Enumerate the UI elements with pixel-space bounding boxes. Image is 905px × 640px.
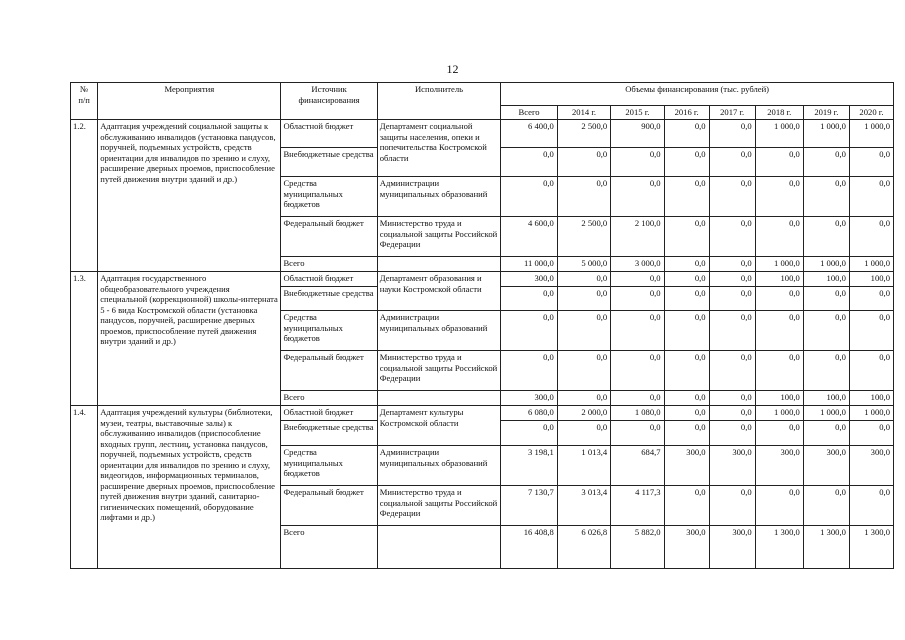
source-cell: Средства муниципальных бюджетов [281, 446, 377, 486]
source-cell: Федеральный бюджет [281, 351, 377, 391]
value-cell: 300,0 [849, 446, 893, 486]
value-cell: 0,0 [803, 148, 849, 177]
value-cell: 11 000,0 [501, 257, 558, 272]
activity-cell: Адаптация государственного общеобразовательного учреждения специальной (коррекционной) школы-интерната 5 - 6 вида Костромской области (установка пандусов, поручней, расширение дверных проемов, приспособление путей движения внутри зданий и др.) [98, 272, 281, 406]
value-cell: 1 300,0 [755, 526, 803, 569]
header-executor: Исполнитель [377, 83, 501, 120]
value-cell: 100,0 [803, 391, 849, 406]
value-cell: 100,0 [803, 272, 849, 287]
value-cell: 0,0 [803, 311, 849, 351]
source-cell: Внебюджетные средства [281, 421, 377, 446]
value-cell: 0,0 [664, 272, 709, 287]
value-cell: 0,0 [803, 177, 849, 217]
executor-cell: Департамент культуры Костромской области [377, 406, 501, 446]
value-cell: 0,0 [849, 148, 893, 177]
value-cell: 0,0 [709, 406, 755, 421]
header-source: Источник финансирования [281, 83, 377, 120]
value-cell: 0,0 [664, 486, 709, 526]
table-row [71, 272, 894, 287]
value-cell: 6 026,8 [557, 526, 610, 569]
value-cell: 0,0 [709, 177, 755, 217]
value-cell: 1 080,0 [611, 406, 664, 421]
value-cell: 0,0 [849, 217, 893, 257]
row-number: 1.2. [71, 120, 98, 272]
value-cell: 0,0 [664, 257, 709, 272]
value-cell: 0,0 [664, 177, 709, 217]
value-cell: 0,0 [611, 177, 664, 217]
source-cell: Областной бюджет [281, 272, 377, 287]
value-cell: 0,0 [557, 148, 610, 177]
value-cell: 2 100,0 [611, 217, 664, 257]
value-cell: 0,0 [709, 257, 755, 272]
value-cell: 1 000,0 [803, 406, 849, 421]
header-year-2016: 2016 г. [664, 106, 709, 120]
value-cell: 0,0 [611, 391, 664, 406]
header-year-2020: 2020 г. [849, 106, 893, 120]
source-cell: Федеральный бюджет [281, 486, 377, 526]
value-cell: 0,0 [709, 421, 755, 446]
value-cell: 1 000,0 [755, 120, 803, 148]
value-cell: 300,0 [709, 526, 755, 569]
source-cell: Областной бюджет [281, 120, 377, 148]
value-cell: 3 198,1 [501, 446, 558, 486]
header-year-2017: 2017 г. [709, 106, 755, 120]
value-cell: 0,0 [557, 421, 610, 446]
value-cell: 0,0 [611, 421, 664, 446]
executor-cell [377, 257, 501, 272]
value-cell: 0,0 [557, 351, 610, 391]
activity-cell: Адаптация учреждений социальной защиты к обслуживанию инвалидов (установка пандусов, поручней, подъемных устройств, средств ориентации для инвалидов по зрению и слуху, расширение дверных проемов, приспособление путей движения внутри зданий и др.) [98, 120, 281, 272]
value-cell: 1 000,0 [803, 120, 849, 148]
value-cell: 0,0 [803, 421, 849, 446]
executor-cell: Министерство труда и социальной защиты Российской Федерации [377, 486, 501, 526]
activity-cell: Адаптация учреждений культуры (библиотеки, музеи, театры, выставочные залы) к обслуживанию инвалидов (приспособление входных групп, лестниц, установка пандусов, поручней, подъемных устройств, средств ориентации для инвалидов по зрению и слуху, видеогидов, информационных терминалов, расширение дверных проемов, приспособление путей движения внутри зданий, санитарно-гигиенических помещений, оборудование лифтами и др.) [98, 406, 281, 569]
value-cell: 1 013,4 [557, 446, 610, 486]
value-cell: 4 117,3 [611, 486, 664, 526]
header-year-2015: 2015 г. [611, 106, 664, 120]
value-cell: 0,0 [664, 391, 709, 406]
value-cell: 100,0 [755, 391, 803, 406]
value-cell: 0,0 [849, 351, 893, 391]
value-cell: 100,0 [849, 391, 893, 406]
executor-cell: Администрации муниципальных образований [377, 446, 501, 486]
source-cell: Федеральный бюджет [281, 217, 377, 257]
value-cell: 2 500,0 [557, 217, 610, 257]
value-cell: 0,0 [611, 272, 664, 287]
value-cell: 0,0 [501, 311, 558, 351]
header-year-2018: 2018 г. [755, 106, 803, 120]
source-cell: Всего [281, 391, 377, 406]
executor-cell: Администрации муниципальных образований [377, 311, 501, 351]
value-cell: 2 000,0 [557, 406, 610, 421]
value-cell: 0,0 [803, 351, 849, 391]
value-cell: 0,0 [664, 351, 709, 391]
value-cell: 100,0 [755, 272, 803, 287]
value-cell: 0,0 [557, 272, 610, 287]
value-cell: 3 000,0 [611, 257, 664, 272]
header-year-total: Всего [501, 106, 558, 120]
page-number: 12 [446, 62, 459, 76]
value-cell: 0,0 [709, 120, 755, 148]
value-cell: 7 130,7 [501, 486, 558, 526]
value-cell: 1 000,0 [849, 406, 893, 421]
value-cell: 0,0 [755, 148, 803, 177]
value-cell: 0,0 [501, 351, 558, 391]
source-cell: Областной бюджет [281, 406, 377, 421]
table-row [71, 406, 894, 421]
value-cell: 1 000,0 [849, 257, 893, 272]
header-num: № п/п [71, 83, 98, 120]
value-cell: 0,0 [664, 148, 709, 177]
value-cell: 0,0 [664, 406, 709, 421]
value-cell: 100,0 [849, 272, 893, 287]
value-cell: 3 013,4 [557, 486, 610, 526]
value-cell: 0,0 [557, 311, 610, 351]
source-cell: Всего [281, 526, 377, 569]
value-cell: 0,0 [501, 421, 558, 446]
value-cell: 0,0 [849, 177, 893, 217]
value-cell: 5 000,0 [557, 257, 610, 272]
value-cell: 0,0 [557, 287, 610, 311]
value-cell: 0,0 [803, 287, 849, 311]
value-cell: 1 000,0 [755, 257, 803, 272]
value-cell: 300,0 [664, 526, 709, 569]
value-cell: 0,0 [849, 311, 893, 351]
source-cell: Всего [281, 257, 377, 272]
source-cell: Средства муниципальных бюджетов [281, 311, 377, 351]
value-cell: 0,0 [755, 311, 803, 351]
value-cell: 0,0 [501, 148, 558, 177]
value-cell: 0,0 [709, 148, 755, 177]
value-cell: 0,0 [803, 486, 849, 526]
source-cell: Внебюджетные средства [281, 287, 377, 311]
value-cell: 0,0 [755, 421, 803, 446]
value-cell: 16 408,8 [501, 526, 558, 569]
value-cell: 0,0 [709, 311, 755, 351]
value-cell: 300,0 [709, 446, 755, 486]
header-year-2014: 2014 г. [557, 106, 610, 120]
value-cell: 300,0 [664, 446, 709, 486]
row-number: 1.3. [71, 272, 98, 406]
header-activities: Мероприятия [98, 83, 281, 120]
value-cell: 684,7 [611, 446, 664, 486]
value-cell: 0,0 [501, 177, 558, 217]
value-cell: 0,0 [709, 351, 755, 391]
executor-cell [377, 391, 501, 406]
value-cell: 0,0 [849, 486, 893, 526]
value-cell: 300,0 [803, 446, 849, 486]
value-cell: 900,0 [611, 120, 664, 148]
header-row [71, 83, 894, 106]
value-cell: 2 500,0 [557, 120, 610, 148]
executor-cell: Министерство труда и социальной защиты Российской Федерации [377, 217, 501, 257]
value-cell: 0,0 [664, 217, 709, 257]
value-cell: 0,0 [709, 287, 755, 311]
value-cell: 0,0 [755, 351, 803, 391]
row-number: 1.4. [71, 406, 98, 569]
value-cell: 0,0 [611, 148, 664, 177]
value-cell: 0,0 [501, 287, 558, 311]
value-cell: 0,0 [755, 177, 803, 217]
value-cell: 4 600,0 [501, 217, 558, 257]
value-cell: 0,0 [709, 486, 755, 526]
financing-table [70, 82, 894, 569]
value-cell: 0,0 [755, 486, 803, 526]
value-cell: 0,0 [664, 421, 709, 446]
header-year-2019: 2019 г. [803, 106, 849, 120]
value-cell: 0,0 [664, 311, 709, 351]
value-cell: 0,0 [755, 217, 803, 257]
value-cell: 0,0 [611, 311, 664, 351]
source-cell: Средства муниципальных бюджетов [281, 177, 377, 217]
value-cell: 1 300,0 [803, 526, 849, 569]
value-cell: 0,0 [709, 391, 755, 406]
executor-cell: Департамент образования и науки Костромской области [377, 272, 501, 311]
table-row [71, 120, 894, 148]
value-cell: 300,0 [501, 391, 558, 406]
value-cell: 1 000,0 [803, 257, 849, 272]
value-cell: 6 080,0 [501, 406, 558, 421]
value-cell: 0,0 [557, 177, 610, 217]
value-cell: 0,0 [709, 272, 755, 287]
value-cell: 1 300,0 [849, 526, 893, 569]
executor-cell: Министерство труда и социальной защиты Российской Федерации [377, 351, 501, 391]
value-cell: 0,0 [664, 120, 709, 148]
value-cell: 0,0 [849, 287, 893, 311]
value-cell: 5 882,0 [611, 526, 664, 569]
executor-cell: Администрации муниципальных образований [377, 177, 501, 217]
executor-cell [377, 526, 501, 569]
value-cell: 0,0 [849, 421, 893, 446]
value-cell: 0,0 [664, 287, 709, 311]
value-cell: 300,0 [501, 272, 558, 287]
value-cell: 0,0 [709, 217, 755, 257]
source-cell: Внебюджетные средства [281, 148, 377, 177]
value-cell: 0,0 [611, 287, 664, 311]
table-body [71, 83, 894, 569]
value-cell: 0,0 [557, 391, 610, 406]
value-cell: 0,0 [803, 217, 849, 257]
header-funding: Объемы финансирования (тыс. рублей) [501, 83, 894, 106]
executor-cell: Департамент социальной защиты населения, опеки и попечительства Костромской области [377, 120, 501, 177]
value-cell: 1 000,0 [755, 406, 803, 421]
value-cell: 6 400,0 [501, 120, 558, 148]
value-cell: 300,0 [755, 446, 803, 486]
value-cell: 0,0 [611, 351, 664, 391]
value-cell: 1 000,0 [849, 120, 893, 148]
value-cell: 0,0 [755, 287, 803, 311]
